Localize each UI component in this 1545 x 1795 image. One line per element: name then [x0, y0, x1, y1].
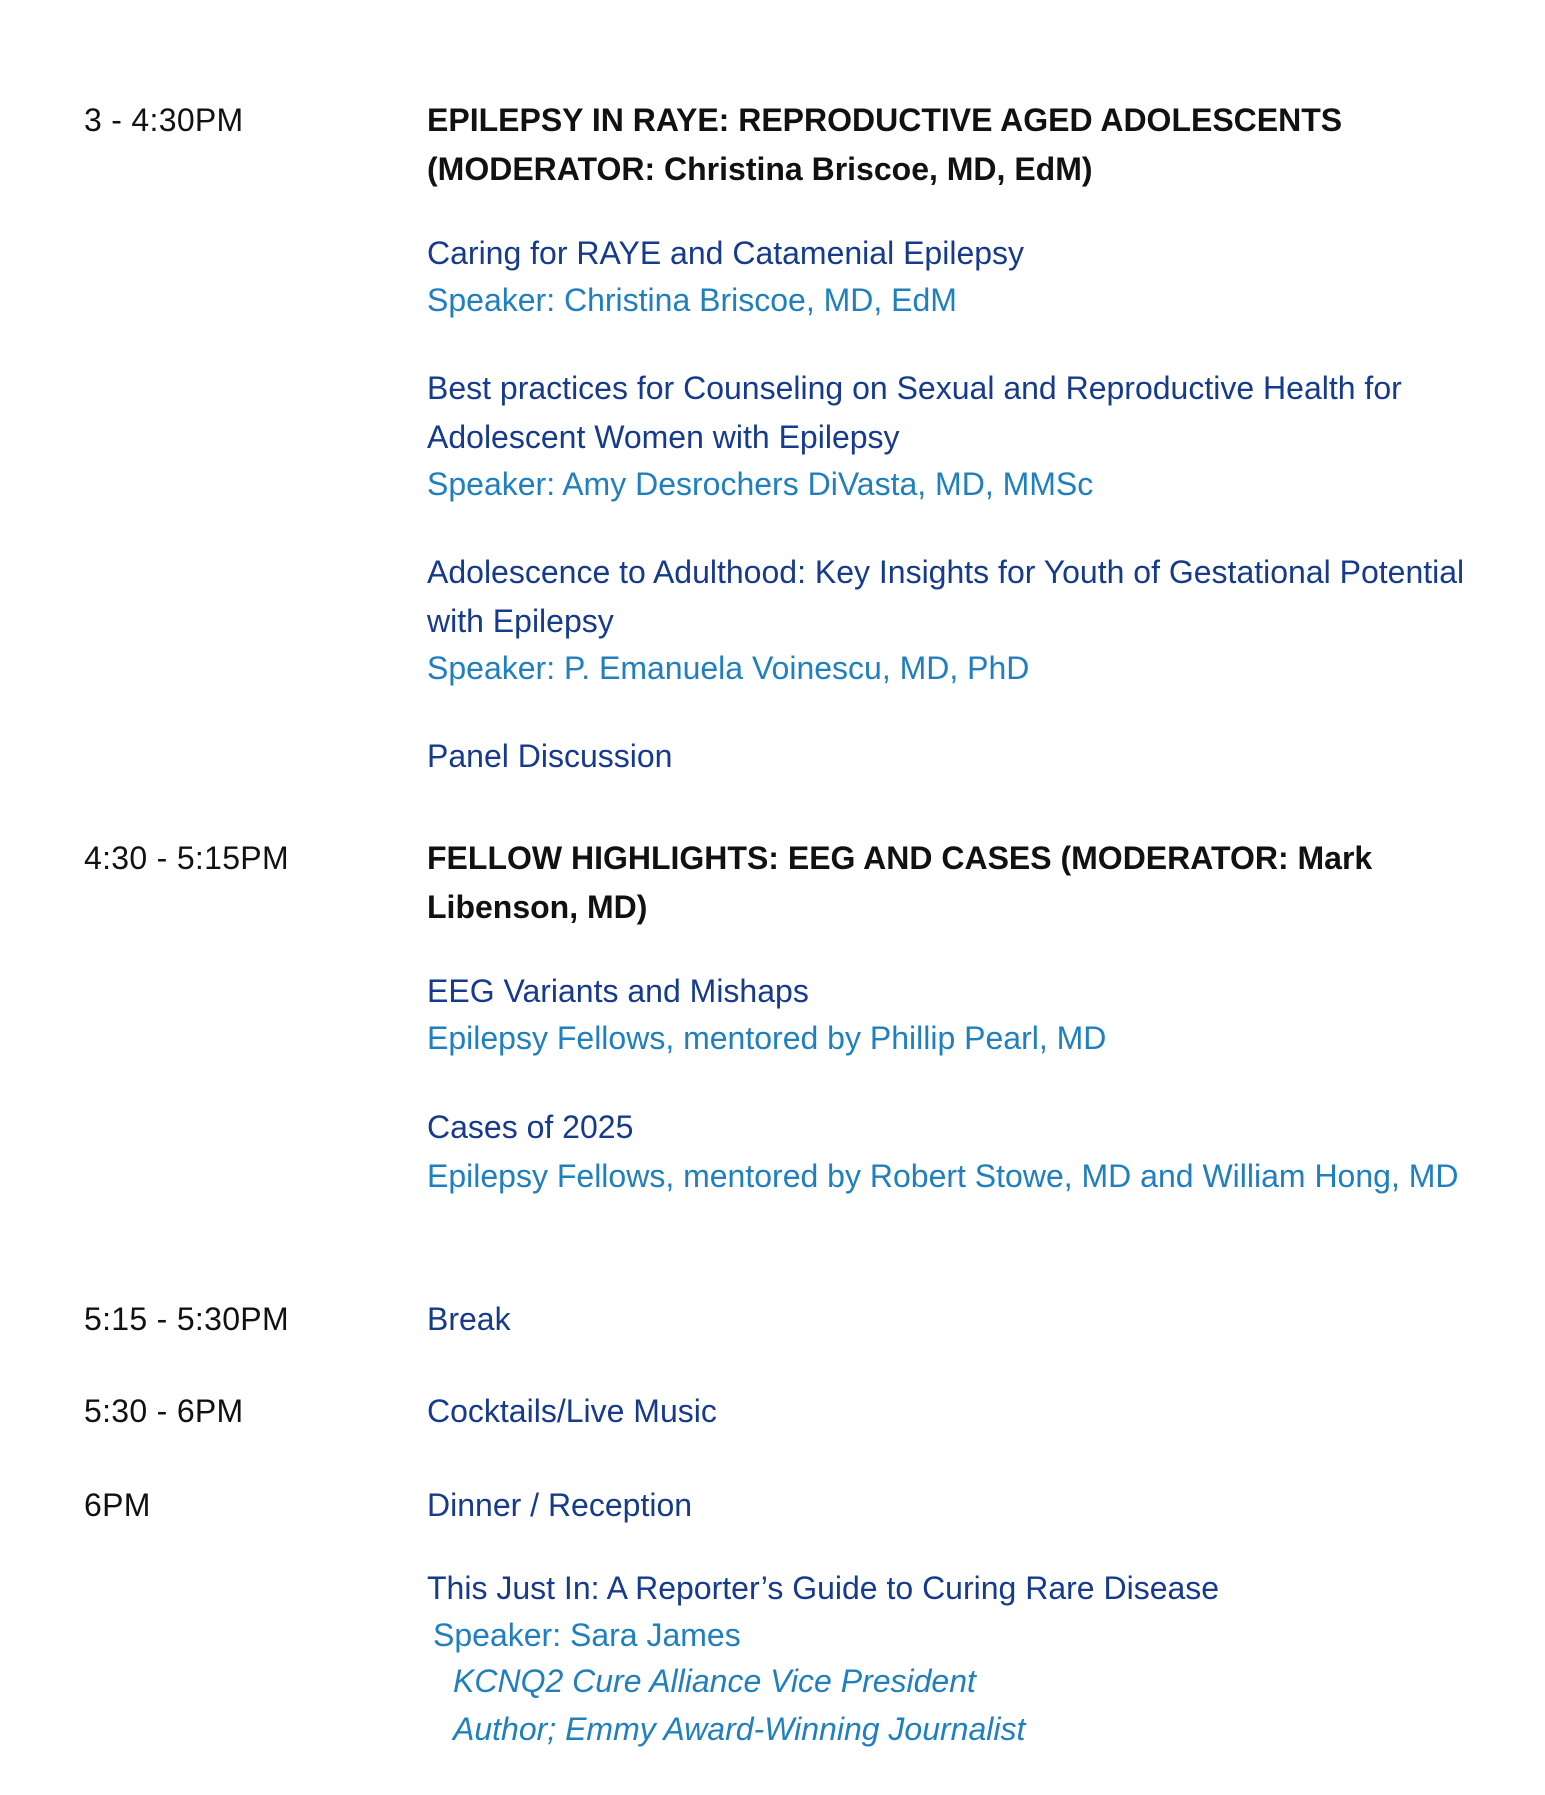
- agenda-item: [427, 1481, 1467, 1530]
- item-title: Panel Discussion: [427, 738, 673, 774]
- session-time: 3 - 4:30PM: [84, 102, 244, 138]
- item-title: Adolescence to Adulthood: Key Insights for Youth of Gestational Potential with Epilepsy: [427, 554, 1465, 639]
- item-title: Caring for RAYE and Catamenial Epilepsy: [427, 235, 1025, 271]
- agenda-item: [427, 967, 1467, 1060]
- item-speaker: Speaker: Christina Briscoe, MD, EdM: [427, 282, 957, 318]
- agenda-item: [427, 548, 1467, 690]
- session-heading: EPILEPSY IN RAYE: REPRODUCTIVE AGED ADOLESCENTS (MODERATOR: Christina Briscoe, MD, EdM): [427, 102, 1343, 187]
- agenda-item: [427, 229, 1467, 322]
- session-time: 5:15 - 5:30PM: [84, 1301, 289, 1337]
- session-time: 6PM: [84, 1487, 151, 1523]
- item-title: Cocktails/Live Music: [427, 1393, 717, 1429]
- item-title: Break: [427, 1301, 511, 1337]
- item-title: Dinner / Reception: [427, 1487, 693, 1523]
- agenda-item: [427, 1103, 1467, 1200]
- item-speaker: Speaker: P. Emanuela Voinescu, MD, PhD: [427, 650, 1030, 686]
- speaker-role: KCNQ2 Cure Alliance Vice President: [453, 1663, 976, 1699]
- item-speaker: Speaker: Amy Desrochers DiVasta, MD, MMSc: [427, 466, 1094, 502]
- item-title: Cases of 2025: [427, 1109, 634, 1145]
- session-heading: FELLOW HIGHLIGHTS: EEG AND CASES (MODERATOR: Mark Libenson, MD): [427, 840, 1373, 925]
- session-time: 5:30 - 6PM: [84, 1393, 244, 1429]
- item-speaker: Speaker: Sara James: [433, 1617, 741, 1653]
- item-title: EEG Variants and Mishaps: [427, 973, 809, 1009]
- session-time: 4:30 - 5:15PM: [84, 840, 289, 876]
- agenda-item: [427, 364, 1467, 506]
- agenda-item: [427, 1295, 1467, 1344]
- item-title: Best practices for Counseling on Sexual and Reproductive Health for Adolescent Women with Epilepsy: [427, 370, 1402, 455]
- speaker-role: Author; Emmy Award-Winning Journalist: [453, 1711, 1026, 1747]
- item-speaker: Epilepsy Fellows, mentored by Phillip Pearl, MD: [427, 1020, 1107, 1056]
- agenda-item: [427, 1387, 1467, 1436]
- agenda-item: [427, 1564, 1467, 1753]
- item-speaker: Epilepsy Fellows, mentored by Robert Stowe, MD and William Hong, MD: [427, 1158, 1459, 1194]
- item-title: This Just In: A Reporter’s Guide to Curing Rare Disease: [427, 1570, 1220, 1606]
- agenda-item: [427, 732, 1467, 781]
